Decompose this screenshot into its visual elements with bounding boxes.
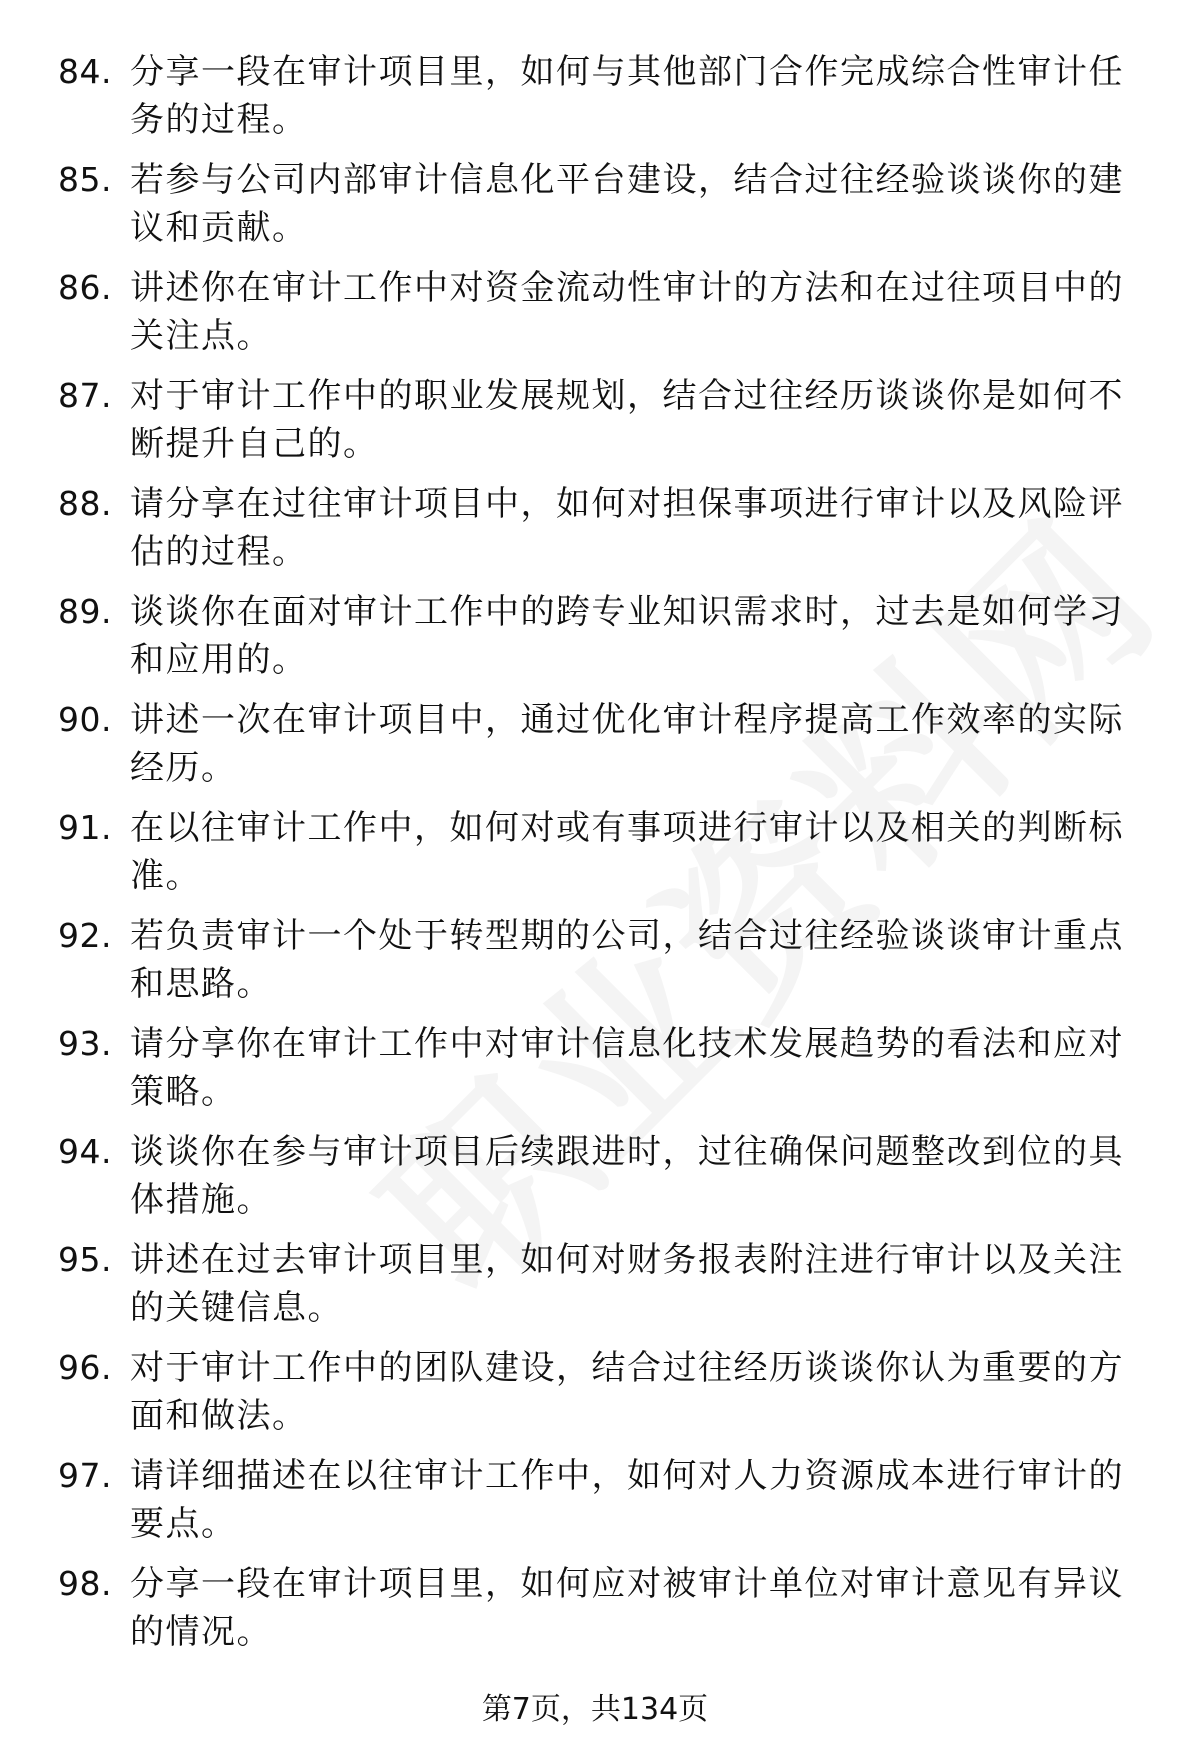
question-number: 84. (58, 52, 112, 91)
question-number: 95. (58, 1240, 112, 1279)
question-number: 91. (58, 808, 112, 847)
list-item (58, 696, 1148, 804)
question-number: 85. (58, 160, 112, 199)
list-item (58, 1560, 1148, 1668)
page-number: 第7页，共134页 (481, 1692, 709, 1727)
list-item (58, 48, 1148, 156)
question-text: 谈谈你在面对审计工作中的跨专业知识需求时，过去是如何学习和应用的。 (130, 592, 1124, 680)
list-item (58, 1344, 1148, 1452)
question-text: 谈谈你在参与审计项目后续跟进时，过往确保问题整改到位的具体措施。 (130, 1132, 1124, 1220)
question-text: 对于审计工作中的团队建设，结合过往经历谈谈你认为重要的方面和做法。 (130, 1348, 1124, 1436)
question-number: 97. (58, 1456, 112, 1495)
list-item (58, 1452, 1148, 1560)
list-item (58, 912, 1148, 1020)
question-number: 87. (58, 376, 112, 415)
question-text: 讲述你在审计工作中对资金流动性审计的方法和在过往项目中的关注点。 (130, 268, 1124, 356)
question-number: 86. (58, 268, 112, 307)
question-text: 讲述在过去审计项目里，如何对财务报表附注进行审计以及关注的关键信息。 (130, 1240, 1124, 1328)
question-text: 讲述一次在审计项目中，通过优化审计程序提高工作效率的实际经历。 (130, 700, 1124, 788)
question-number: 98. (58, 1564, 112, 1603)
question-number: 88. (58, 484, 112, 523)
question-text: 分享一段在审计项目里，如何应对被审计单位对审计意见有异议的情况。 (130, 1564, 1124, 1652)
question-text: 在以往审计工作中，如何对或有事项进行审计以及相关的判断标准。 (130, 808, 1124, 896)
question-list (58, 48, 1148, 1668)
question-text: 对于审计工作中的职业发展规划，结合过往经历谈谈你是如何不断提升自己的。 (130, 376, 1124, 464)
list-item (58, 804, 1148, 912)
question-number: 94. (58, 1132, 112, 1171)
list-item (58, 1236, 1148, 1344)
question-number: 96. (58, 1348, 112, 1387)
question-text: 请详细描述在以往审计工作中，如何对人力资源成本进行审计的要点。 (130, 1456, 1124, 1544)
question-text: 请分享在过往审计项目中，如何对担保事项进行审计以及风险评估的过程。 (130, 484, 1124, 572)
question-text: 请分享你在审计工作中对审计信息化技术发展趋势的看法和应对策略。 (130, 1024, 1124, 1112)
question-number: 90. (58, 700, 112, 739)
question-text: 若参与公司内部审计信息化平台建设，结合过往经验谈谈你的建议和贡献。 (130, 160, 1124, 248)
question-number: 93. (58, 1024, 112, 1063)
question-number: 89. (58, 592, 112, 631)
list-item (58, 480, 1148, 588)
list-item (58, 1020, 1148, 1128)
question-number: 92. (58, 916, 112, 955)
list-item (58, 588, 1148, 696)
list-item (58, 264, 1148, 372)
list-item (58, 156, 1148, 264)
list-item (58, 1128, 1148, 1236)
list-item (58, 372, 1148, 480)
question-text: 若负责审计一个处于转型期的公司，结合过往经验谈谈审计重点和思路。 (130, 916, 1124, 1004)
question-text: 分享一段在审计项目里，如何与其他部门合作完成综合性审计任务的过程。 (130, 52, 1124, 140)
